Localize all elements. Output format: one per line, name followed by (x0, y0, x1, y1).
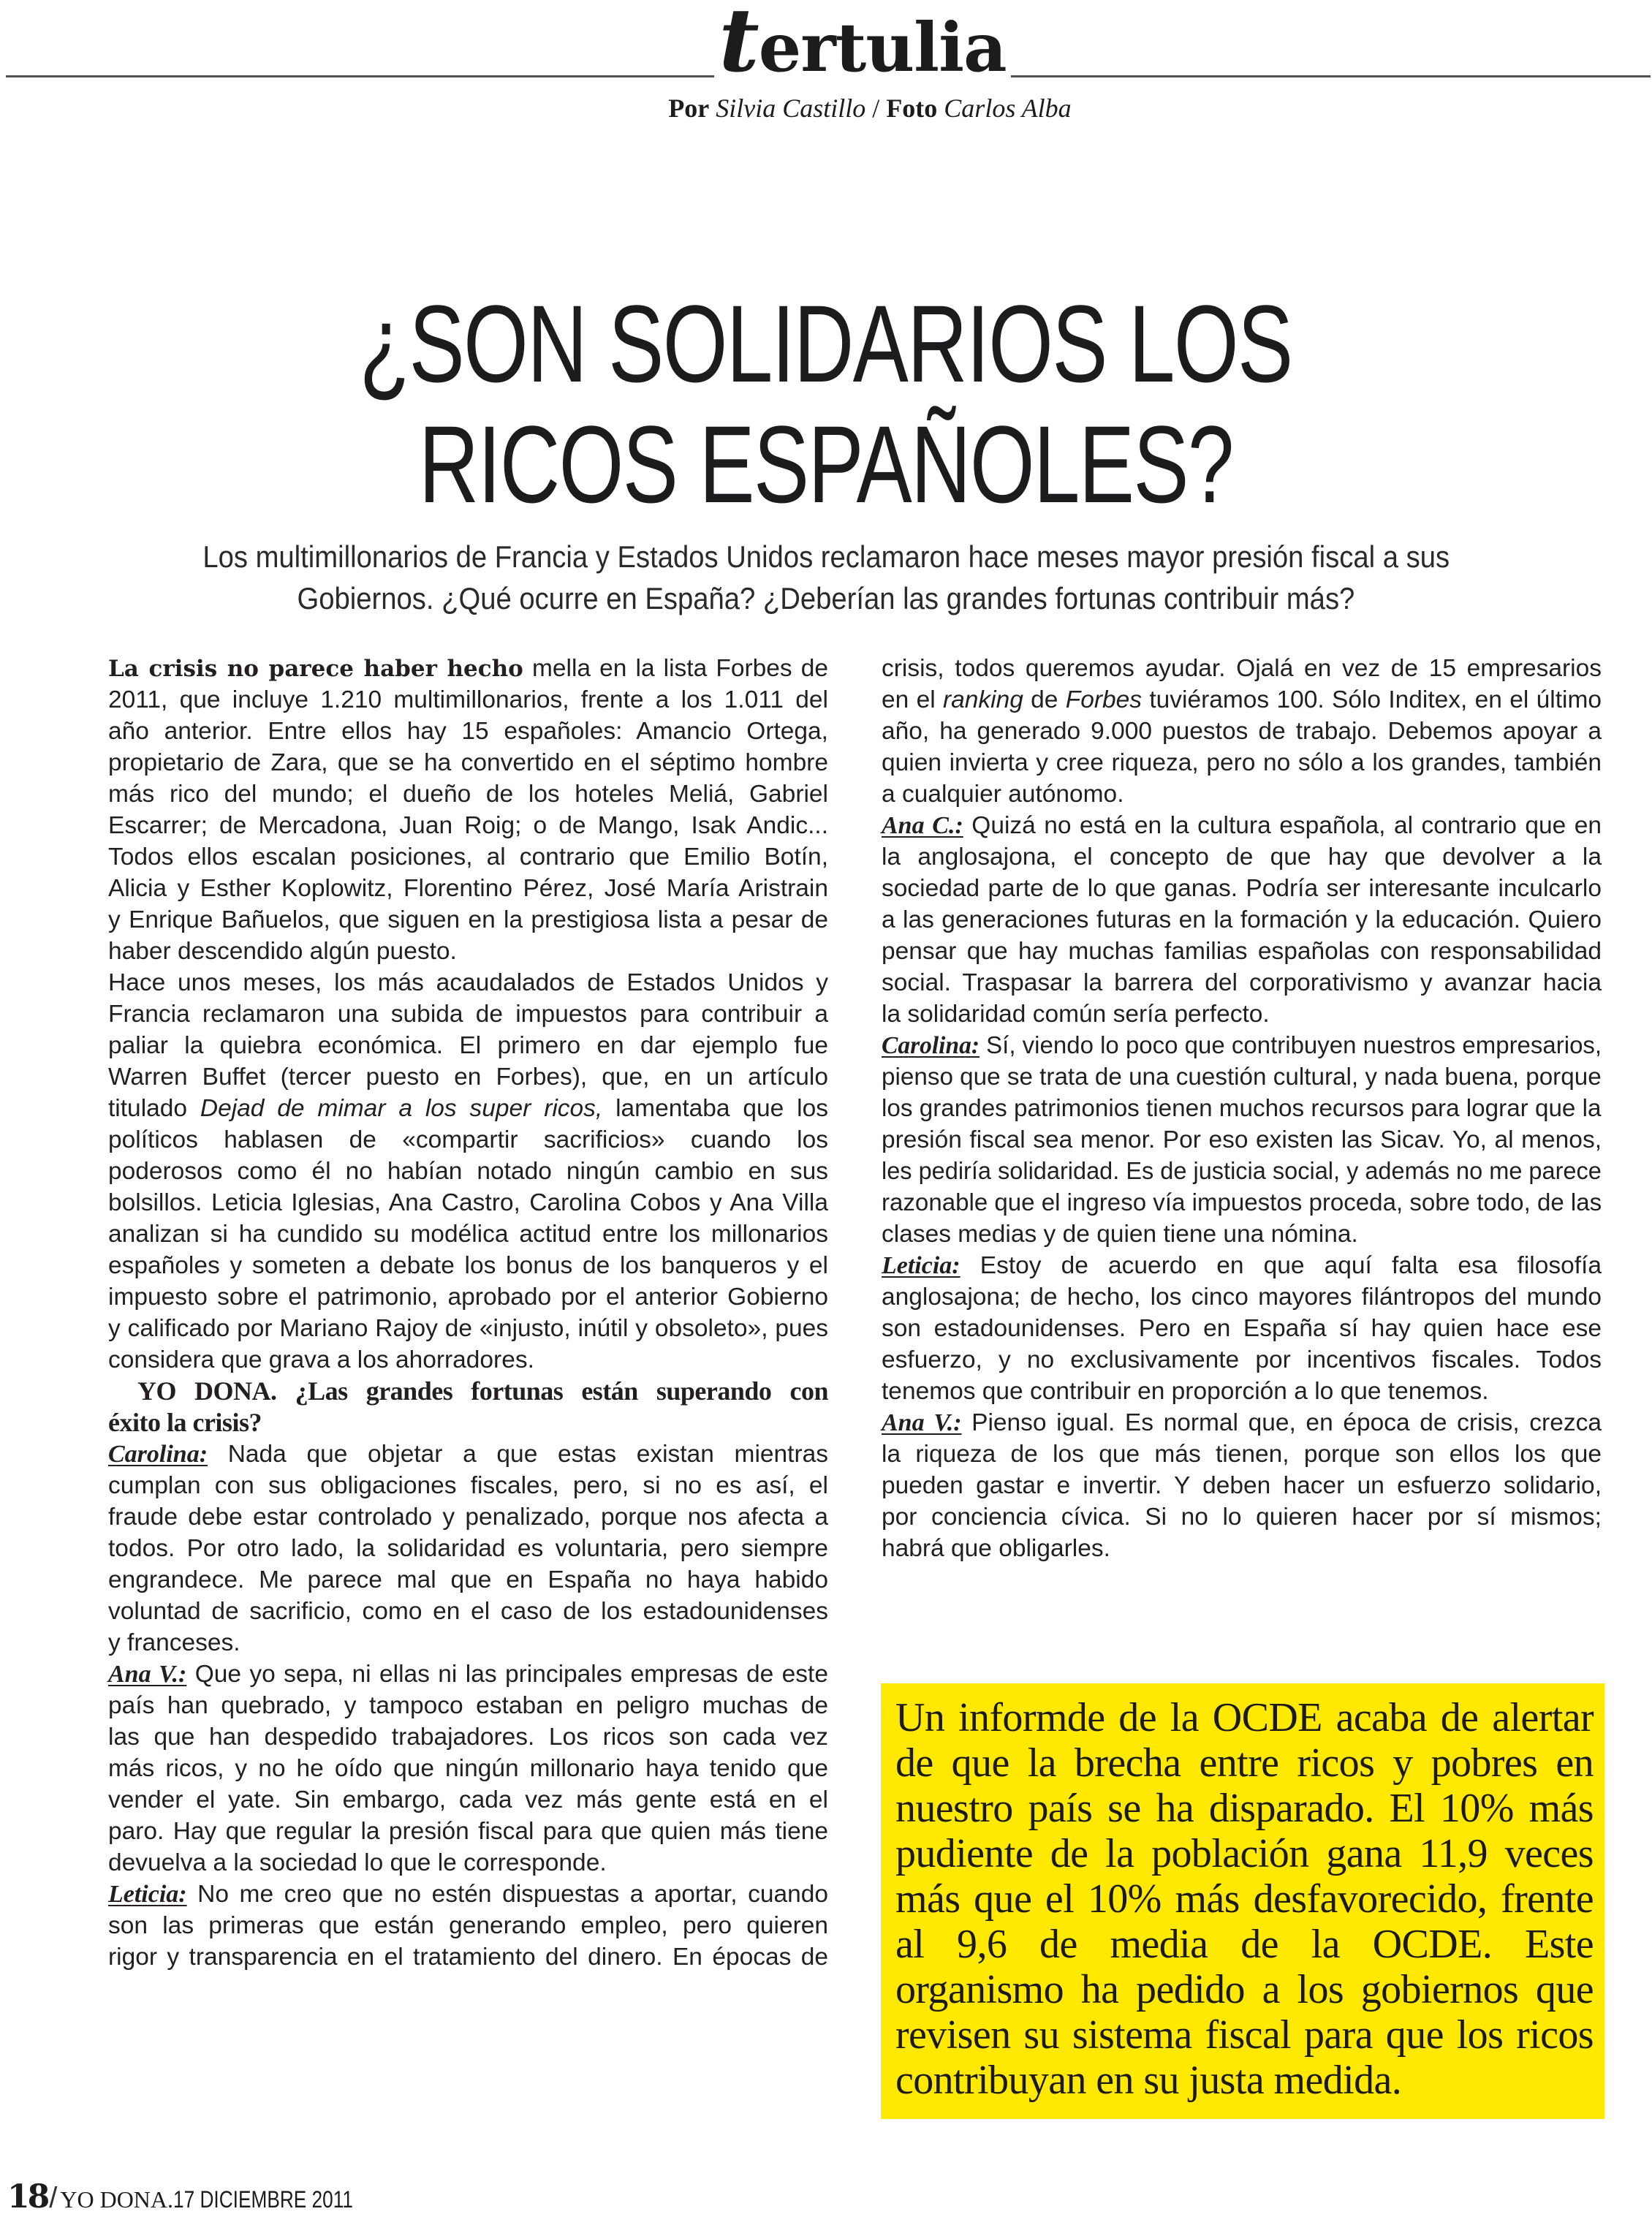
text-line (882, 1156, 1602, 1187)
highlight-line (895, 1695, 1594, 1740)
text-line (108, 1281, 828, 1313)
text-line-content (108, 1879, 828, 1910)
text-line (882, 936, 1602, 967)
text-line (108, 1439, 828, 1470)
speaker-name: Leticia: (882, 1252, 960, 1279)
text-line (882, 1281, 1602, 1313)
body-text: Estoy de acuerdo en que aquí falta esa filosofía (960, 1252, 1602, 1279)
text-line (108, 936, 828, 967)
text-line (108, 1690, 828, 1721)
body-text: las que han despedido trabajadores. Los ricos son cada vez (108, 1724, 828, 1751)
text-line-content (108, 716, 828, 747)
text-line (882, 684, 1602, 716)
highlight-line (895, 2012, 1594, 2058)
text-line-content (108, 1407, 828, 1439)
text-line (108, 1564, 828, 1596)
text-line-content (108, 1721, 828, 1753)
text-line (108, 967, 828, 998)
body-text: clases medias y de quien tiene una nómina. (882, 1221, 1358, 1248)
text-line-content (108, 1187, 828, 1218)
byline-by-label: Por (668, 94, 710, 123)
text-line (108, 1501, 828, 1533)
text-line (108, 1816, 828, 1847)
text-line (882, 1187, 1602, 1218)
body-text: pensar que hay muchas familias españolas con responsabilidad (882, 938, 1602, 965)
body-text: los grandes patrimonios tienen muchos recursos para lograr que la (882, 1095, 1602, 1122)
text-line-content (108, 1470, 828, 1501)
body-text: y Enrique Bañuelos, que siguen en la prestigiosa lista a pesar de (108, 906, 828, 933)
text-line (108, 653, 828, 684)
body-text: tenemos que contribuir en proporción a lo que tenemos. (882, 1378, 1489, 1405)
speaker-name: Carolina: (882, 1032, 980, 1059)
text-line (108, 1941, 828, 1973)
body-text: anglosajona; de hecho, los cinco mayores filántropos del mundo (882, 1284, 1602, 1311)
text-line-content (882, 1156, 1602, 1187)
text-line (108, 1910, 828, 1941)
text-line-content (108, 936, 828, 967)
body-text: considera que grava a los ahorradores. (108, 1346, 534, 1373)
text-line-content (108, 873, 828, 904)
body-text: cumplan con sus obligaciones fiscales, pero, si no es así, el (108, 1472, 828, 1499)
body-text: Warren Buffet (tercer puesto en Forbes), que, en un artículo (108, 1064, 828, 1091)
text-line-content (108, 1281, 828, 1313)
text-line-content (882, 1439, 1602, 1470)
text-line-content (108, 1690, 828, 1721)
body-text: esfuerzo, y no exclusivamente por incentivos fiscales. Todos (882, 1346, 1602, 1373)
interview-question: YO DONA. ¿Las grandes fortunas están superando con (137, 1376, 828, 1406)
body-text: social. Traspasar la barrera del corporativismo y avanzar hacia (882, 969, 1602, 996)
text-line (108, 1250, 828, 1281)
text-line (882, 998, 1602, 1030)
body-text: la riqueza de los que más tienen, porque son ellos los que (882, 1441, 1602, 1468)
text-line-content (882, 778, 1602, 810)
headline-line-1 (0, 282, 1652, 405)
text-line-content (108, 747, 828, 778)
text-line-content (882, 904, 1602, 936)
speaker-name: Leticia: (108, 1881, 187, 1908)
text-line-content (882, 1533, 1602, 1564)
body-text: Escarrer; de Mercadona, Juan Roig; o de Mango, Isak Andic... (108, 812, 828, 839)
byline-author: Silvia Castillo (716, 94, 866, 123)
highlight-line-text: pudiente de la población gana 11,9 veces (895, 1831, 1594, 1876)
italic-text: ranking (942, 686, 1023, 713)
text-line (882, 778, 1602, 810)
text-line (882, 653, 1602, 684)
text-line-content (108, 1784, 828, 1816)
text-line-content (108, 967, 828, 998)
body-text: la solidaridad común sería perfecto. (882, 1001, 1270, 1028)
body-text: 2011, que incluye 1.210 multimillonarios, frente a los 1.011 del (108, 686, 828, 713)
highlight-line-text: Un informde de la OCDE acaba de alertar (895, 1695, 1594, 1740)
text-line (108, 684, 828, 716)
body-text: Nada que objetar a que estas existan mientras (208, 1441, 828, 1468)
speaker-name: Ana V.: (882, 1409, 962, 1436)
magazine-name: YO DONA. (60, 2186, 174, 2213)
body-text: Que yo sepa, ni ellas ni las principales empresas de este (186, 1661, 828, 1688)
text-line (108, 747, 828, 778)
deck-line-1-text: Los multimillonarios de Francia y Estados Unidos reclamaron hace meses mayor presión fiscal a sus (202, 539, 1450, 574)
text-line (108, 1376, 828, 1407)
body-text: Quizá no está en la cultura española, al contrario que en (963, 812, 1602, 839)
deck-line-2-text: Gobiernos. ¿Qué ocurre en España? ¿Deberían las grandes fortunas contribuir más? (297, 581, 1355, 615)
section-title-rest: ertulia (758, 8, 1007, 87)
text-line (882, 841, 1602, 873)
text-line-content (108, 1093, 828, 1124)
highlight-line (895, 1786, 1594, 1831)
text-line (108, 1156, 828, 1187)
text-line-content (882, 936, 1602, 967)
text-line (882, 716, 1602, 747)
italic-text: Forbes (1065, 686, 1142, 713)
speaker-name: Ana V.: (108, 1661, 187, 1688)
footer-separator: / (49, 2182, 58, 2214)
highlight-box-text (895, 1695, 1594, 2103)
text-line-content (108, 1596, 828, 1627)
text-line (882, 810, 1602, 841)
body-text: sociedad parte de lo que ganas. Podría ser interesante inculcarlo (882, 875, 1602, 902)
speaker-name: Carolina: (108, 1441, 208, 1468)
text-line-content (108, 998, 828, 1030)
body-text: devuelva a la sociedad lo que le corresponde. (108, 1849, 607, 1876)
body-text: propietario de Zara, que se ha convertido en el séptimo hombre (108, 749, 828, 776)
text-line (882, 1313, 1602, 1344)
text-line (882, 1124, 1602, 1156)
text-line (108, 1753, 828, 1784)
body-text: y calificado por Mariano Rajoy de «injusto, inútil y obsoleto», pues (108, 1315, 828, 1342)
text-line (108, 1313, 828, 1344)
lead-in: La crisis no parece haber hecho (108, 656, 523, 682)
body-text: impuesto sobre el patrimonio, aprobado por el anterior Gobierno (108, 1284, 828, 1311)
headline-line-2-text: RICOS ESPAÑOLES? (419, 403, 1233, 526)
text-line-content (108, 1533, 828, 1564)
body-text: quien invierta y cree riqueza, pero no sólo a los grandes, también (882, 749, 1602, 776)
body-text: a las generaciones futuras en la formación y la educación. Quiero (882, 906, 1602, 933)
text-line (108, 1847, 828, 1879)
text-line (108, 904, 828, 936)
highlight-line (895, 2058, 1594, 2103)
text-line (108, 998, 828, 1030)
text-line (108, 1879, 828, 1910)
text-line-content (882, 1218, 1602, 1250)
text-line-content (108, 1344, 828, 1376)
text-line-content (108, 1501, 828, 1533)
body-text: lamentaba que los (602, 1095, 828, 1122)
text-line (108, 1596, 828, 1627)
text-line-content (108, 778, 828, 810)
text-line-content (108, 1659, 828, 1690)
byline-photo-label: Foto (886, 94, 938, 123)
text-line-content (108, 1753, 828, 1784)
text-line-content (108, 1847, 828, 1879)
text-line-content (108, 1941, 828, 1973)
text-line-content (882, 684, 1602, 716)
text-line-content (882, 1124, 1602, 1156)
text-line-content (882, 1061, 1602, 1093)
text-line-content (882, 653, 1602, 684)
body-text: pueden gastar e invertir. Y deben hacer un esfuerzo solidario, (882, 1472, 1602, 1499)
text-line-content (108, 1061, 828, 1093)
text-line (882, 1093, 1602, 1124)
text-line (882, 1501, 1602, 1533)
highlight-box (881, 1683, 1604, 2119)
text-line-content (108, 1030, 828, 1061)
body-text: y franceses. (108, 1629, 240, 1656)
highlight-line-text: contribuyan en su justa medida. (895, 2058, 1402, 2103)
text-line-content (882, 841, 1602, 873)
text-line (882, 1470, 1602, 1501)
body-text: habrá que obligarles. (882, 1535, 1110, 1562)
text-line-content (108, 1564, 828, 1596)
body-text: tuviéramos 100. Sólo Inditex, en el último (1142, 686, 1602, 713)
body-text: son las primeras que están generando empleo, pero quieren (108, 1912, 828, 1939)
byline (512, 92, 1228, 124)
body-text: más ricos, y no he oído que ningún millonario haya tenido que (108, 1755, 828, 1782)
text-line-content (108, 1816, 828, 1847)
headline-line-1-text: ¿SON SOLIDARIOS LOS (359, 282, 1293, 405)
highlight-line-text: al 9,6 de media de la OCDE. Este (895, 1922, 1594, 1967)
text-line-content (108, 1439, 828, 1470)
byline-photographer: Carlos Alba (944, 94, 1072, 123)
text-line (108, 1627, 828, 1659)
text-line (108, 1533, 828, 1564)
body-text: Hace unos meses, los más acaudalados de Estados Unidos y (108, 969, 828, 996)
speaker-name: Ana C.: (882, 812, 963, 839)
body-text: Sí, viendo lo poco que contribuyen nuestros empresarios, (980, 1032, 1602, 1059)
body-text: mella en la lista Forbes de (523, 655, 828, 682)
body-text: rigor y transparencia en el tratamiento del dinero. En épocas de (108, 1944, 828, 1971)
text-line-content (882, 873, 1602, 904)
deck-line-2 (0, 579, 1652, 618)
text-line (108, 1093, 828, 1124)
body-text: razonable que el ingreso vía impuestos proceda, sobre todo, de las (882, 1189, 1602, 1216)
text-line (108, 841, 828, 873)
text-line (108, 1721, 828, 1753)
highlight-line (895, 1876, 1594, 1922)
issue-date: 17 DICIEMBRE 2011 (173, 2186, 354, 2213)
text-line-content (108, 810, 828, 841)
text-line (882, 1533, 1602, 1564)
text-line-content (882, 747, 1602, 778)
text-line (108, 716, 828, 747)
body-text: paliar la quiebra económica. El primero en dar ejemplo fue (108, 1032, 828, 1059)
body-text: vender el yate. Sin embargo, cada vez más gente está en el (108, 1786, 828, 1813)
text-line (108, 778, 828, 810)
text-line (108, 1124, 828, 1156)
text-line-content (882, 1470, 1602, 1501)
section-title (687, 0, 1038, 92)
body-text: todos. Por otro lado, la solidaridad es voluntaria, pero siempre (108, 1535, 828, 1562)
text-line-content (108, 1124, 828, 1156)
text-line-content (108, 684, 828, 716)
body-text: año, ha generado 9.000 puestos de trabajo. Debemos apoyar a (882, 718, 1602, 745)
text-line-content (108, 1376, 828, 1408)
text-line (882, 1218, 1602, 1250)
interview-question: éxito la crisis? (108, 1408, 262, 1437)
body-text: año anterior. Entre ellos hay 15 españoles: Amancio Ortega, (108, 718, 828, 745)
text-line-content (882, 1281, 1602, 1313)
body-text: presión fiscal sea menor. Por eso existen las Sicav. Yo, al menos, (882, 1126, 1602, 1153)
text-line (882, 1376, 1602, 1407)
body-text: analizan si ha cundido su modélica actitud entre los millonarios (108, 1221, 828, 1248)
text-line (882, 747, 1602, 778)
text-line-content (108, 1313, 828, 1344)
highlight-line-text: más que el 10% más desfavorecido, frente (895, 1876, 1594, 1922)
article-column-right (882, 653, 1602, 1564)
text-line (882, 873, 1602, 904)
text-line-content (882, 716, 1602, 747)
highlight-line-text: organismo ha pedido a los gobiernos que (895, 1967, 1594, 2012)
body-text: bolsillos. Leticia Iglesias, Ana Castro, Carolina Cobos y Ana Villa (108, 1189, 828, 1216)
body-text: engrandece. Me parece mal que en España no haya habido (108, 1566, 828, 1593)
text-line (108, 1061, 828, 1093)
text-line (108, 1659, 828, 1690)
text-line (882, 1344, 1602, 1376)
text-line-content (108, 1250, 828, 1281)
body-text: Alicia y Esther Koplowitz, Florentino Pérez, José María Aristrain (108, 875, 828, 902)
text-line (882, 1250, 1602, 1281)
section-title-text (714, 0, 1010, 92)
text-line (882, 1407, 1602, 1439)
headline-line-2 (0, 403, 1652, 526)
body-text: Francia reclamaron una subida de impuestos para contribuir a (108, 1001, 828, 1028)
body-text: país han quebrado, y tampoco estaban en peligro muchas de (108, 1692, 828, 1719)
body-text: en el (882, 686, 943, 713)
text-line (108, 873, 828, 904)
article-column-left (108, 653, 828, 1973)
text-line-content (882, 1344, 1602, 1376)
deck-line-1 (0, 537, 1652, 577)
section-title-initial: t (719, 0, 759, 92)
text-line-content (882, 998, 1602, 1030)
text-line-content (108, 841, 828, 873)
text-line (108, 1407, 828, 1439)
body-text: fraude debe estar controlado y penalizado, porque nos afecta a (108, 1504, 828, 1531)
text-line (108, 1187, 828, 1218)
body-text: paro. Hay que regular la presión fiscal para que quien más tiene (108, 1818, 828, 1845)
text-line (108, 1030, 828, 1061)
text-line-content (108, 904, 828, 936)
body-text: la anglosajona, el concepto de que hay que devolver a la (882, 844, 1602, 871)
body-text: voluntad de sacrificio, como en el caso de los estadounidenses (108, 1598, 828, 1625)
body-text: son estadounidenses. Pero en España sí hay quien hace ese (882, 1315, 1602, 1342)
text-line-content (882, 1313, 1602, 1344)
text-line (882, 904, 1602, 936)
body-text: Pienso igual. Es normal que, en época de crisis, crezca (961, 1409, 1602, 1436)
text-line-content (882, 1250, 1602, 1281)
text-line-content (882, 1407, 1602, 1439)
text-line (882, 967, 1602, 998)
body-text: españoles y someten a debate los bonus de los banqueros y el (108, 1252, 828, 1279)
text-line-content (882, 967, 1602, 998)
text-line-content (882, 1187, 1602, 1218)
text-line-content (108, 1156, 828, 1187)
text-line-content (882, 1093, 1602, 1124)
text-line (108, 1784, 828, 1816)
body-text: políticos hablasen de «compartir sacrificios» cuando los (108, 1126, 828, 1153)
page-footer (7, 2177, 393, 2218)
italic-text: Dejad de mimar a los super ricos, (200, 1095, 603, 1122)
text-line-content (108, 653, 828, 685)
highlight-line-text: revisen su sistema fiscal para que los ricos (895, 2012, 1594, 2058)
text-line-content (108, 1910, 828, 1941)
highlight-line (895, 1922, 1594, 1967)
text-line-content (882, 1501, 1602, 1533)
body-text: por conciencia cívica. Si no lo quieren hacer por sí mismos; (882, 1504, 1602, 1531)
body-text: de (1023, 686, 1066, 713)
text-line-content (108, 1627, 828, 1659)
highlight-line-text: nuestro país se ha disparado. El 10% más (895, 1786, 1594, 1831)
body-text: haber descendido algún puesto. (108, 938, 457, 965)
highlight-line (895, 1740, 1594, 1786)
highlight-line (895, 1967, 1594, 2012)
body-text: a cualquier autónomo. (882, 781, 1124, 808)
body-text: poderosos como él no habían notado ningún cambio en sus (108, 1158, 828, 1185)
body-text: crisis, todos queremos ayudar. Ojalá en vez de 15 empresarios (882, 655, 1602, 682)
body-text: Todos ellos escalan posiciones, al contrario que Emilio Botín, (108, 844, 828, 871)
text-line (882, 1030, 1602, 1061)
text-line (108, 1470, 828, 1501)
highlight-line-text: de que la brecha entre ricos y pobres en (895, 1740, 1594, 1786)
text-line (108, 1218, 828, 1250)
text-line-content (882, 1376, 1602, 1407)
text-line (108, 1344, 828, 1376)
body-text: No me creo que no estén dispuestas a aportar, cuando (186, 1881, 828, 1908)
text-line (882, 1061, 1602, 1093)
body-text: más rico del mundo; el dueño de los hoteles Meliá, Gabriel (108, 781, 828, 808)
body-text: pienso que se trata de una cuestión cultural, y nada buena, porque (882, 1064, 1602, 1091)
text-line (882, 1439, 1602, 1470)
text-line-content (108, 1218, 828, 1250)
page-number: 18 (7, 2178, 48, 2215)
body-text: titulado (108, 1095, 200, 1122)
body-text: les pediría solidaridad. Es de justicia social, y además no me parece (882, 1158, 1602, 1185)
byline-separator: / (872, 94, 880, 123)
text-line-content (882, 1030, 1602, 1061)
highlight-line (895, 1831, 1594, 1876)
text-line-content (882, 810, 1602, 841)
text-line (108, 810, 828, 841)
